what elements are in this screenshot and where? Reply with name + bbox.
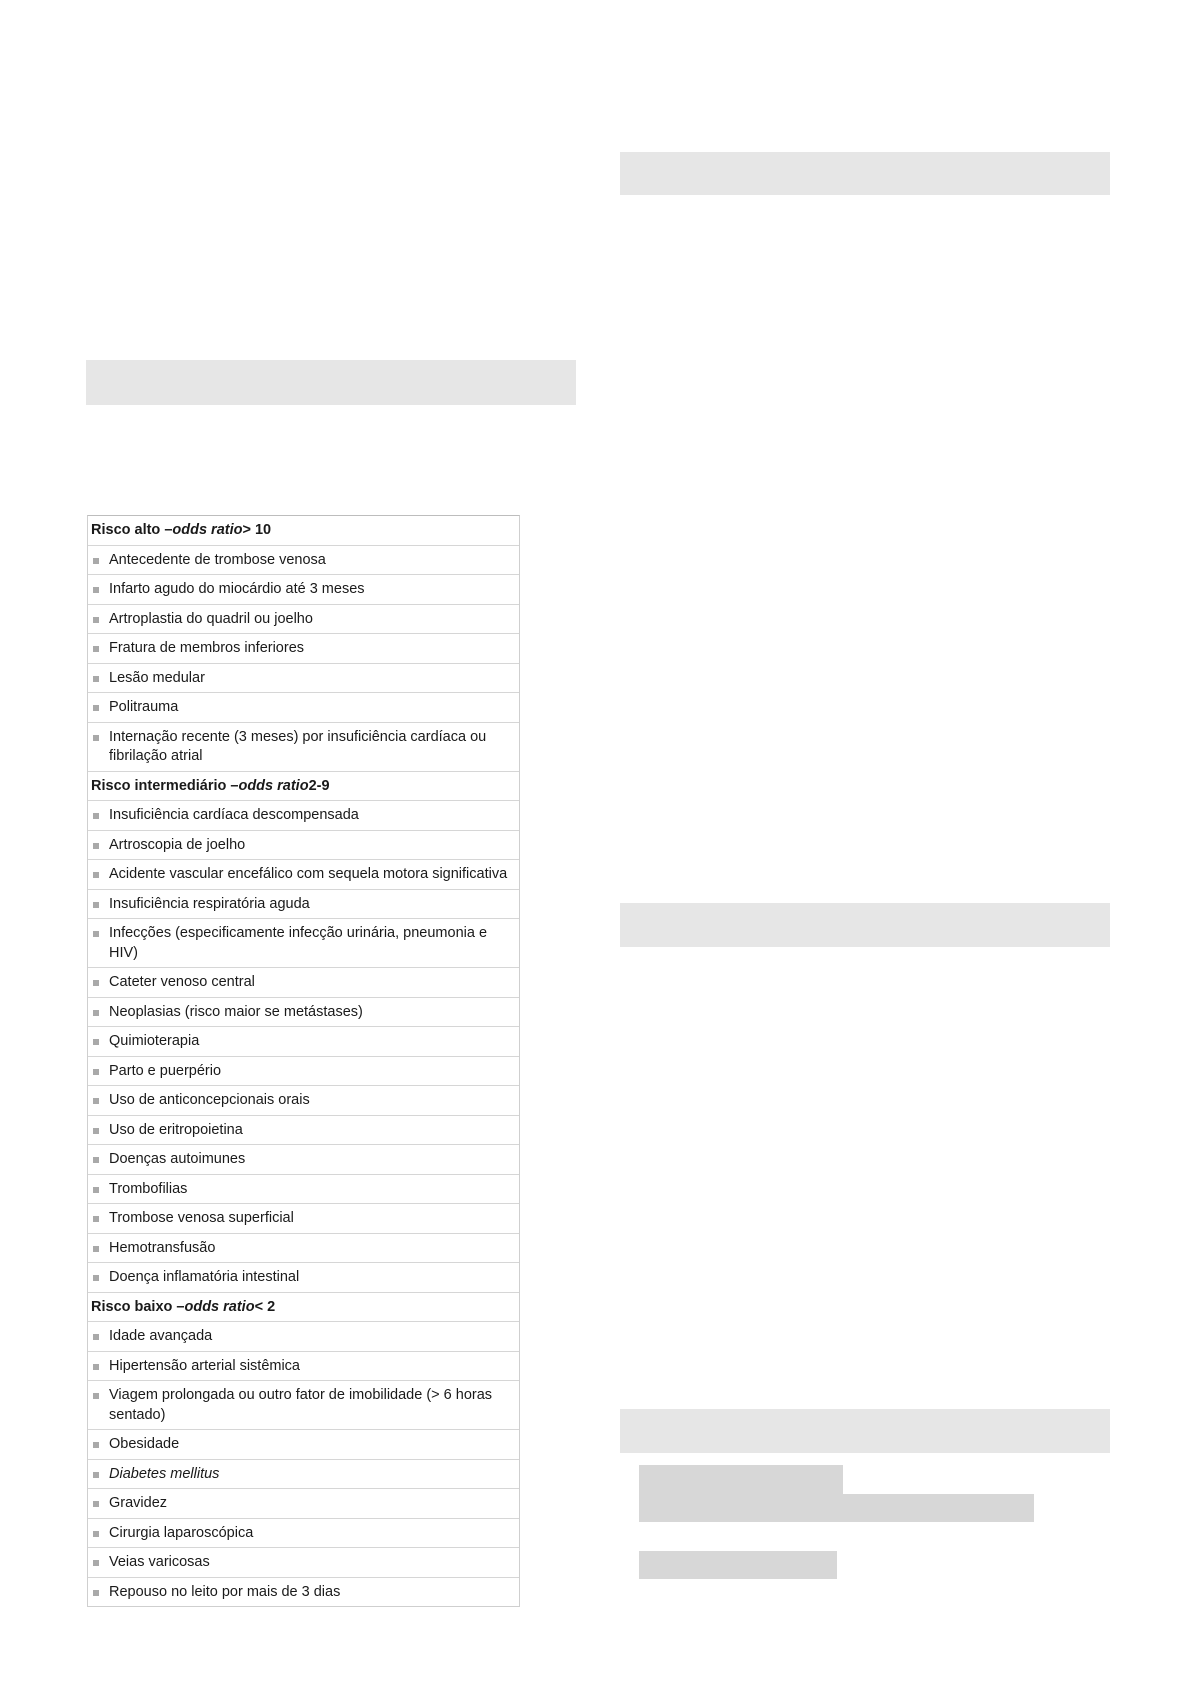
redacted-block-1 bbox=[639, 1465, 843, 1495]
square-bullet-icon bbox=[93, 735, 99, 741]
risk-factor-text: Insuficiência cardíaca descompensada bbox=[109, 807, 359, 823]
square-bullet-icon bbox=[93, 1364, 99, 1370]
header-odds-ratio: odds ratio bbox=[184, 1298, 255, 1315]
risk-factor-text: Antecedente de trombose venosa bbox=[109, 551, 326, 568]
risk-factor-row bbox=[88, 998, 519, 1028]
risk-factor-row bbox=[88, 968, 519, 998]
risk-factor-row bbox=[88, 1086, 519, 1116]
risk-factor-text: Fratura de membros inferiores bbox=[109, 640, 305, 656]
redacted-block-3 bbox=[639, 1551, 837, 1579]
header-suffix: > 10 bbox=[242, 522, 272, 538]
square-bullet-icon bbox=[93, 1069, 99, 1075]
square-bullet-icon bbox=[93, 1275, 99, 1281]
risk-factor-text: Obesidade bbox=[109, 1436, 180, 1452]
header-suffix: 2-9 bbox=[308, 777, 330, 794]
square-bullet-icon bbox=[93, 902, 99, 908]
risk-factor-text: Uso de anticoncepcionais orais bbox=[109, 1092, 310, 1108]
square-bullet-icon bbox=[93, 1442, 99, 1448]
risk-factor-row bbox=[88, 801, 519, 831]
risk-factor-row bbox=[88, 575, 519, 605]
risk-factor-text: Insuficiência respiratória aguda bbox=[109, 895, 310, 912]
risk-section-header bbox=[88, 516, 519, 546]
right-top-section-band bbox=[620, 152, 1110, 195]
square-bullet-icon bbox=[93, 705, 99, 711]
risk-factor-text: Internação recente (3 meses) por insuficiência cardíaca ou fibrilação atrial bbox=[109, 728, 487, 764]
risk-factor-text: Politrauma bbox=[109, 699, 179, 715]
square-bullet-icon bbox=[93, 1531, 99, 1537]
risk-factor-text: Trombofilias bbox=[109, 1180, 188, 1197]
risk-factor-text: Artroplastia do quadril ou joelho bbox=[109, 610, 313, 627]
square-bullet-icon bbox=[93, 1010, 99, 1016]
risk-factor-text: Idade avançada bbox=[109, 1328, 213, 1344]
risk-factor-text: Cateter venoso central bbox=[109, 974, 255, 990]
square-bullet-icon bbox=[93, 1128, 99, 1134]
risk-factor-row bbox=[88, 693, 519, 723]
square-bullet-icon bbox=[93, 813, 99, 819]
risk-factor-row bbox=[88, 1145, 519, 1175]
square-bullet-icon bbox=[93, 1157, 99, 1163]
risk-factor-text: Repouso no leito por mais de 3 dias bbox=[109, 1583, 341, 1600]
square-bullet-icon bbox=[93, 980, 99, 986]
risk-factor-row bbox=[88, 634, 519, 664]
square-bullet-icon bbox=[93, 558, 99, 564]
risk-factor-text: Acidente vascular encefálico com sequela motora significativa bbox=[109, 866, 508, 882]
square-bullet-icon bbox=[93, 676, 99, 682]
risk-factor-row bbox=[88, 1519, 519, 1549]
risk-factor-row bbox=[88, 1027, 519, 1057]
risk-factor-row bbox=[88, 664, 519, 694]
risk-factor-row bbox=[88, 1234, 519, 1264]
square-bullet-icon bbox=[93, 1590, 99, 1596]
risk-factor-text: Doença inflamatória intestinal bbox=[109, 1269, 300, 1285]
header-odds-ratio: odds ratio bbox=[238, 777, 309, 794]
risk-factor-text: Diabetes mellitus bbox=[109, 1465, 220, 1482]
risk-factor-row bbox=[88, 1460, 519, 1490]
square-bullet-icon bbox=[93, 1560, 99, 1566]
square-bullet-icon bbox=[93, 1216, 99, 1222]
risk-factor-text: Infecções (especificamente infecção urinária, pneumonia e HIV) bbox=[109, 925, 488, 961]
square-bullet-icon bbox=[93, 1187, 99, 1193]
square-bullet-icon bbox=[93, 617, 99, 623]
risk-factor-row bbox=[88, 1057, 519, 1087]
risk-factor-text: Lesão medular bbox=[109, 669, 205, 686]
square-bullet-icon bbox=[93, 1334, 99, 1340]
square-bullet-icon bbox=[93, 1039, 99, 1045]
square-bullet-icon bbox=[93, 646, 99, 652]
square-bullet-icon bbox=[93, 843, 99, 849]
risk-factor-text: Hipertensão arterial sistêmica bbox=[109, 1357, 300, 1374]
header-odds-ratio: odds ratio bbox=[172, 522, 243, 538]
risk-factor-row bbox=[88, 1381, 519, 1430]
risk-factor-row bbox=[88, 1489, 519, 1519]
square-bullet-icon bbox=[93, 1098, 99, 1104]
left-section-band bbox=[86, 360, 576, 405]
risk-factor-text: Hemotransfusão bbox=[109, 1239, 216, 1256]
risk-factor-row bbox=[88, 919, 519, 968]
redacted-block-2 bbox=[639, 1494, 1034, 1522]
risk-factor-row bbox=[88, 1175, 519, 1205]
right-bottom-section-band bbox=[620, 1409, 1110, 1453]
risk-factor-text: Uso de eritropoietina bbox=[109, 1121, 243, 1138]
risk-factor-row bbox=[88, 1352, 519, 1382]
risk-factor-row bbox=[88, 546, 519, 576]
risk-factor-row bbox=[88, 860, 519, 890]
square-bullet-icon bbox=[93, 931, 99, 937]
risk-factor-text: Parto e puerpério bbox=[109, 1062, 222, 1079]
risk-factor-row bbox=[88, 1430, 519, 1460]
risk-factor-text: Artroscopia de joelho bbox=[109, 836, 246, 853]
risk-section-header bbox=[88, 772, 519, 802]
right-middle-section-band bbox=[620, 903, 1110, 947]
square-bullet-icon bbox=[93, 1472, 99, 1478]
risk-factor-row bbox=[88, 1322, 519, 1352]
risk-factor-text: Cirurgia laparoscópica bbox=[109, 1524, 254, 1541]
risk-factor-row bbox=[88, 723, 519, 772]
header-prefix: Risco alto – bbox=[91, 522, 173, 538]
square-bullet-icon bbox=[93, 1246, 99, 1252]
square-bullet-icon bbox=[93, 1501, 99, 1507]
risk-factor-table bbox=[87, 515, 520, 1607]
risk-factor-row bbox=[88, 831, 519, 861]
square-bullet-icon bbox=[93, 587, 99, 593]
risk-factor-text: Trombose venosa superficial bbox=[109, 1210, 294, 1226]
risk-factor-text: Gravidez bbox=[109, 1495, 168, 1511]
risk-factor-text: Neoplasias (risco maior se metástases) bbox=[109, 1003, 363, 1020]
risk-factor-row bbox=[88, 605, 519, 635]
header-prefix: Risco baixo – bbox=[91, 1298, 185, 1315]
risk-factor-row bbox=[88, 890, 519, 920]
header-prefix: Risco intermediário – bbox=[91, 777, 239, 794]
risk-factor-row bbox=[88, 1116, 519, 1146]
risk-factor-row bbox=[88, 1548, 519, 1578]
risk-factor-row bbox=[88, 1263, 519, 1293]
risk-factor-row bbox=[88, 1578, 519, 1607]
risk-factor-text: Quimioterapia bbox=[109, 1033, 200, 1049]
risk-factor-text: Doenças autoimunes bbox=[109, 1151, 246, 1167]
risk-factor-text: Viagem prolongada ou outro fator de imobilidade (> 6 horas sentado) bbox=[109, 1387, 493, 1423]
risk-factor-text: Veias varicosas bbox=[109, 1554, 210, 1570]
header-suffix: < 2 bbox=[254, 1298, 276, 1315]
risk-factor-row bbox=[88, 1204, 519, 1234]
square-bullet-icon bbox=[93, 1393, 99, 1399]
risk-section-header bbox=[88, 1293, 519, 1323]
risk-factor-text: Infarto agudo do miocárdio até 3 meses bbox=[109, 581, 365, 597]
square-bullet-icon bbox=[93, 872, 99, 878]
